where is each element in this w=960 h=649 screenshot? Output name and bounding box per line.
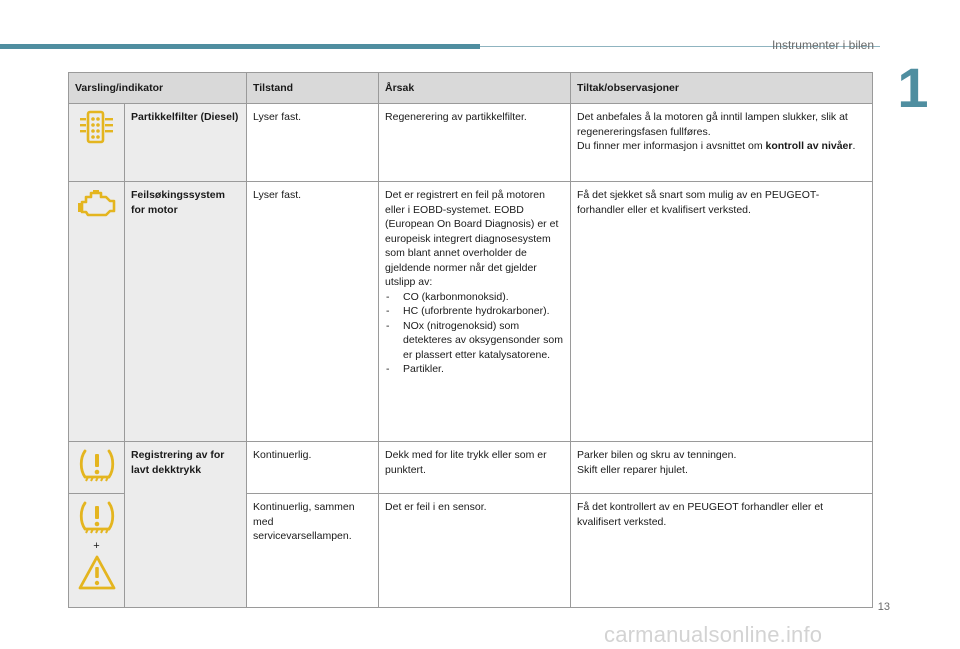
action-text: Parker bilen og skru av tenningen. xyxy=(577,449,737,461)
table-row xyxy=(69,182,873,442)
particle-filter-icon xyxy=(75,110,118,146)
cause-cell: Det er feil i en sensor. xyxy=(379,494,571,608)
engine-icon xyxy=(75,188,118,220)
action-text: Skift eller reparer hjulet. xyxy=(577,463,688,476)
table-row xyxy=(69,104,873,182)
icon-cell xyxy=(69,104,125,182)
section-title: Instrumenter i bilen xyxy=(771,38,874,52)
list-item: - CO (karbonmonoksid). xyxy=(385,290,564,305)
action-text: Det anbefales å la motoren gå inntil lampen slukker, slik at regenereringsfasen fullføres. xyxy=(577,111,848,138)
chapter-number: 1 xyxy=(897,56,929,119)
list-item: - NOx (nitrogenoksid) som detekteres av oksygensonder som er plassert etter katalysatorene. xyxy=(385,319,564,363)
action-cell: Få det kontrollert av en PEUGEOT forhandler eller et kvalifisert verksted. xyxy=(571,494,873,608)
indicator-name: Registrering av for lavt dekktrykk xyxy=(125,442,247,608)
column-header-indicator: Varsling/indikator xyxy=(69,73,247,104)
table-row xyxy=(69,442,873,494)
cause-cell xyxy=(379,182,571,442)
state-cell: Lyser fast. xyxy=(247,182,379,442)
indicator-name: Feilsøkingssystem for motor xyxy=(125,182,247,442)
state-cell: Kontinuerlig. xyxy=(247,442,379,494)
list-item: - HC (uforbrente hydrokarboner). xyxy=(385,304,564,319)
action-cell: Få det sjekket så snart som mulig av en PEUGEOT-forhandler eller et kvalifisert verksted. xyxy=(571,182,873,442)
reference-prefix: Du finner mer informasjon i avsnittet om xyxy=(577,140,766,152)
state-cell: Kontinuerlig, sammen med servicevarsellampen. xyxy=(247,494,379,608)
header-accent-bar xyxy=(0,44,480,49)
plus-sign: + xyxy=(93,540,100,552)
cause-cell: Regenerering av partikkelfilter. xyxy=(379,104,571,182)
icon-cell xyxy=(69,442,125,494)
icon-cell xyxy=(69,494,125,608)
icon-cell xyxy=(69,182,125,442)
page-number: 13 xyxy=(877,601,890,613)
action-cell xyxy=(571,442,873,494)
cause-intro: Det er registrert en feil på motoren eller i EOBD-systemet. EOBD (European On Board Diagnosis) er et europeisk integrert diagnosesystem som blant annet overholder de gjeldende normer når det gjelder utslipp av: xyxy=(385,189,559,288)
reference-link-text: kontroll av nivåer xyxy=(765,140,853,152)
action-reference xyxy=(577,139,866,154)
warning-triangle-icon xyxy=(75,554,118,592)
column-header-state: Tilstand xyxy=(247,73,379,104)
action-cell xyxy=(571,104,873,182)
column-header-action: Tiltak/observasjoner xyxy=(571,73,873,104)
emission-list xyxy=(385,290,564,377)
state-cell: Lyser fast. xyxy=(247,104,379,182)
list-item: - Partikler. xyxy=(385,362,564,377)
watermark: carmanualsonline.info xyxy=(604,622,823,647)
tyre-pressure-icon xyxy=(75,500,118,538)
table-header-row xyxy=(69,73,873,104)
tyre-pressure-icon xyxy=(75,448,118,486)
warning-lights-table xyxy=(68,72,873,608)
reference-suffix: . xyxy=(852,140,856,152)
cause-cell: Dekk med for lite trykk eller som er punktert. xyxy=(379,442,571,494)
column-header-cause: Årsak xyxy=(379,73,571,104)
indicator-name: Partikkelfilter (Diesel) xyxy=(125,104,247,182)
